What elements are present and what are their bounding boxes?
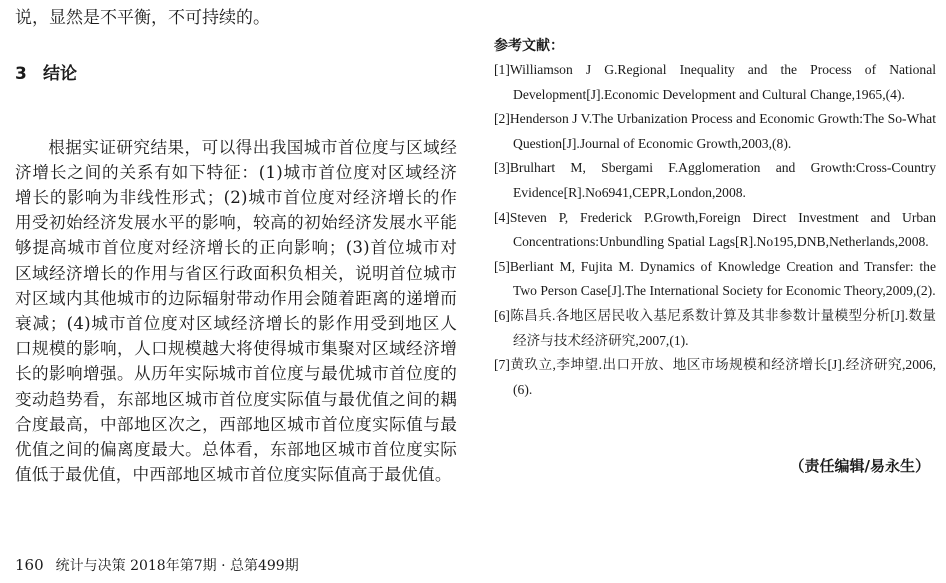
- section-heading: [15, 62, 77, 86]
- section-number: 3: [15, 64, 27, 84]
- journal-info: 统计与决策 2018年第7期 · 总第499期: [55, 558, 299, 574]
- reference-item: [6]陈昌兵.各地区居民收入基尼系数计算及其非参数计量模型分析[J].数量经济与技术经济研究,2007,(1).: [494, 307, 936, 348]
- reference-item: [2]Henderson J V.The Urbanization Process and Economic Growth:The So-What Question[J].Journal of Economic Growth,2003,(8).: [494, 111, 936, 151]
- reference-item: [7]黄玖立,李坤望.出口开放、地区市场规模和经济增长[J].经济研究,2006,(6).: [494, 357, 936, 397]
- references-list: [494, 58, 936, 402]
- references-heading: 参考文献：: [494, 38, 564, 54]
- reference-item: [3]Brulhart M, Sbergami F.Agglomeration and Growth:Cross-Country Evidence[R].No6941,CEPR,London,2008.: [494, 160, 936, 200]
- conclusion-paragraph: 根据实证研究结果，可以得出我国城市首位度与区域经济增长之间的关系有如下特征：(1)城市首位度对区域经济增长的影响为非线性形式；(2)城市首位度对经济增长的作用受初始经济发展水平的影响，较高的初始经济发展水平能够提高城市首位度对经济增长的正向影响；(3)首位城市对区域经济增长的作用与省区行政面积负相关，说明首位城市对区域内其他城市的边际辐射带动作用会随着距离的递增而衰减；(4)城市首位度对区域经济增长的影作用受到地区人口规模的影响，人口规模越大将使得城市集聚对区域经济增长的影响增强。从历年实际城市首位度与最优城市首位度的变动趋势看，东部地区城市首位度实际值与最优值之间的耦合度最高，中部地区次之，西部地区城市首位度实际值与最优值之间的偏离度最大。总体看，东部地区城市首位度实际值低于最优值，中西部地区城市首位度实际值高于最优值。: [15, 137, 457, 485]
- editor-credit: （责任编辑/易永生）: [789, 457, 930, 475]
- lead-line: 说，显然是不平衡，不可持续的。: [15, 8, 270, 28]
- page-number: 160: [15, 556, 44, 574]
- section-title: 结论: [43, 64, 77, 84]
- page-footer: [15, 555, 299, 576]
- reference-item: [1]Williamson J G.Regional Inequality and the Process of National Development[J].Economic Development and Cultural Change,1965,(4).: [494, 62, 936, 102]
- reference-item: [4]Steven P, Frederick P.Growth,Foreign Direct Investment and Urban Concentrations:Unbundling Spatial Lags[R].No195,DNB,Netherlands,2008.: [494, 209, 936, 250]
- reference-item: [5]Berliant M, Fujita M. Dynamics of Knowledge Creation and Transfer: the Two Person Case[J].The International Society for Economic Theory,2009,(2).: [494, 258, 936, 299]
